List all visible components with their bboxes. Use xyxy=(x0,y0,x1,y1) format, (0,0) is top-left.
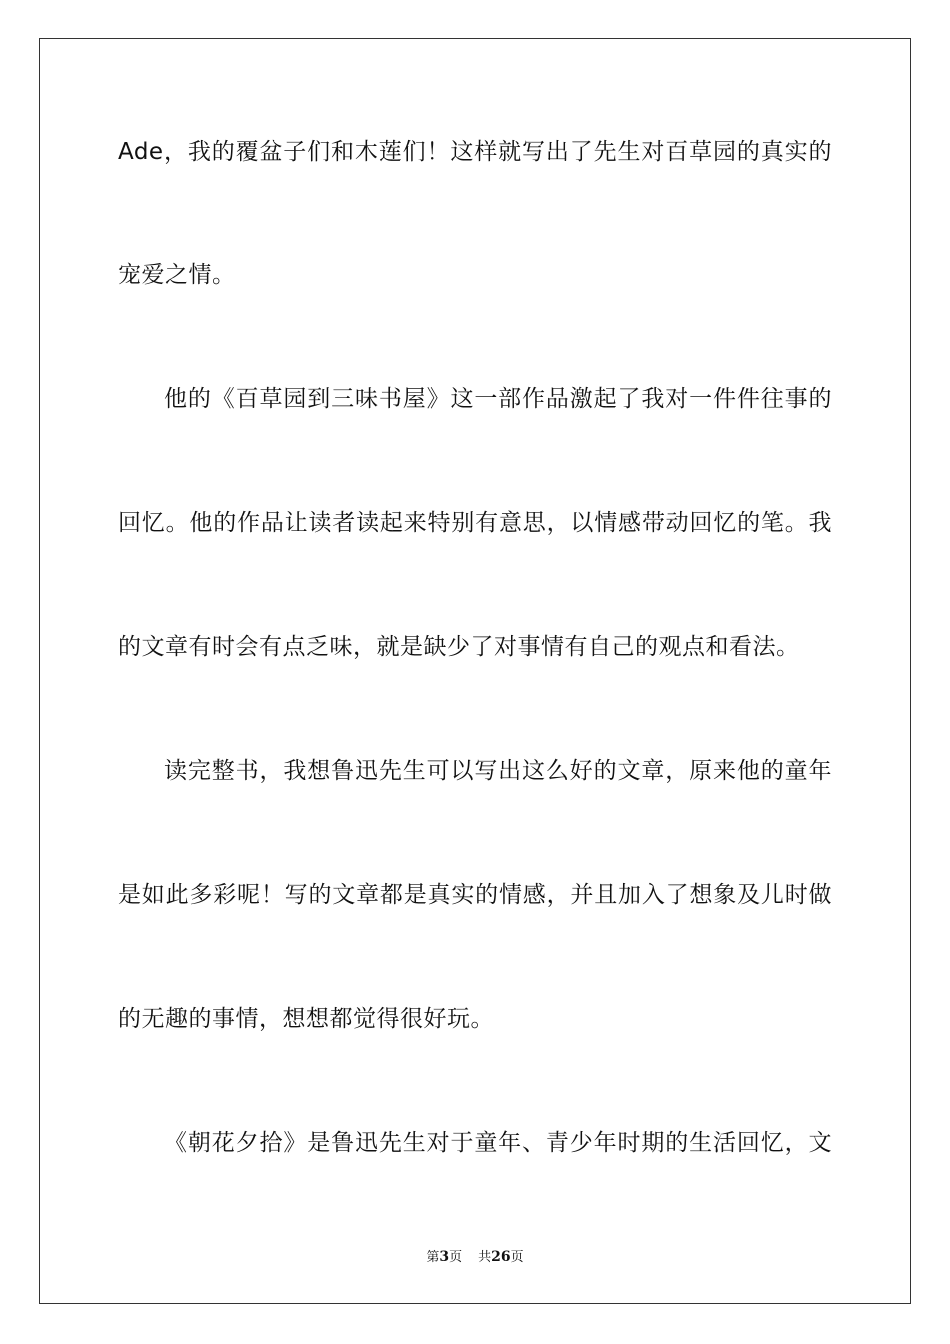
text-line-9: 《朝花夕拾》是鲁迅先生对于童年、青少年时期的生活回忆，文 xyxy=(164,1130,832,1156)
text-line-8: 的无趣的事情，想想都觉得很好玩。 xyxy=(118,1006,494,1032)
text-line-4: 回忆。他的作品让读者读起来特别有意思，以情感带动回忆的笔。我 xyxy=(118,510,832,536)
total-suffix: 页 xyxy=(510,1250,524,1265)
page-frame xyxy=(39,38,911,1304)
total-page-number: 26 xyxy=(491,1249,511,1265)
text-line-6: 读完整书，我想鲁迅先生可以写出这么好的文章，原来他的童年 xyxy=(164,758,832,784)
text-line-3: 他的《百草园到三味书屋》这一部作品激起了我对一件件往事的 xyxy=(164,386,832,412)
text-line-7: 是如此多彩呢！写的文章都是真实的情感，并且加入了想象及儿时做 xyxy=(118,882,832,908)
page-suffix: 页 xyxy=(449,1250,463,1265)
page-footer xyxy=(0,1248,950,1267)
page-prefix: 第 xyxy=(426,1250,440,1265)
total-prefix: 共 xyxy=(478,1250,492,1265)
text-line-1: Ade，我的覆盆子们和木莲们！这样就写出了先生对百草园的真实的 xyxy=(118,139,832,165)
text-line-5: 的文章有时会有点乏味，就是缺少了对事情有自己的观点和看法。 xyxy=(118,634,800,660)
current-page-number: 3 xyxy=(439,1249,450,1265)
text-line-2: 宠爱之情。 xyxy=(118,262,236,288)
